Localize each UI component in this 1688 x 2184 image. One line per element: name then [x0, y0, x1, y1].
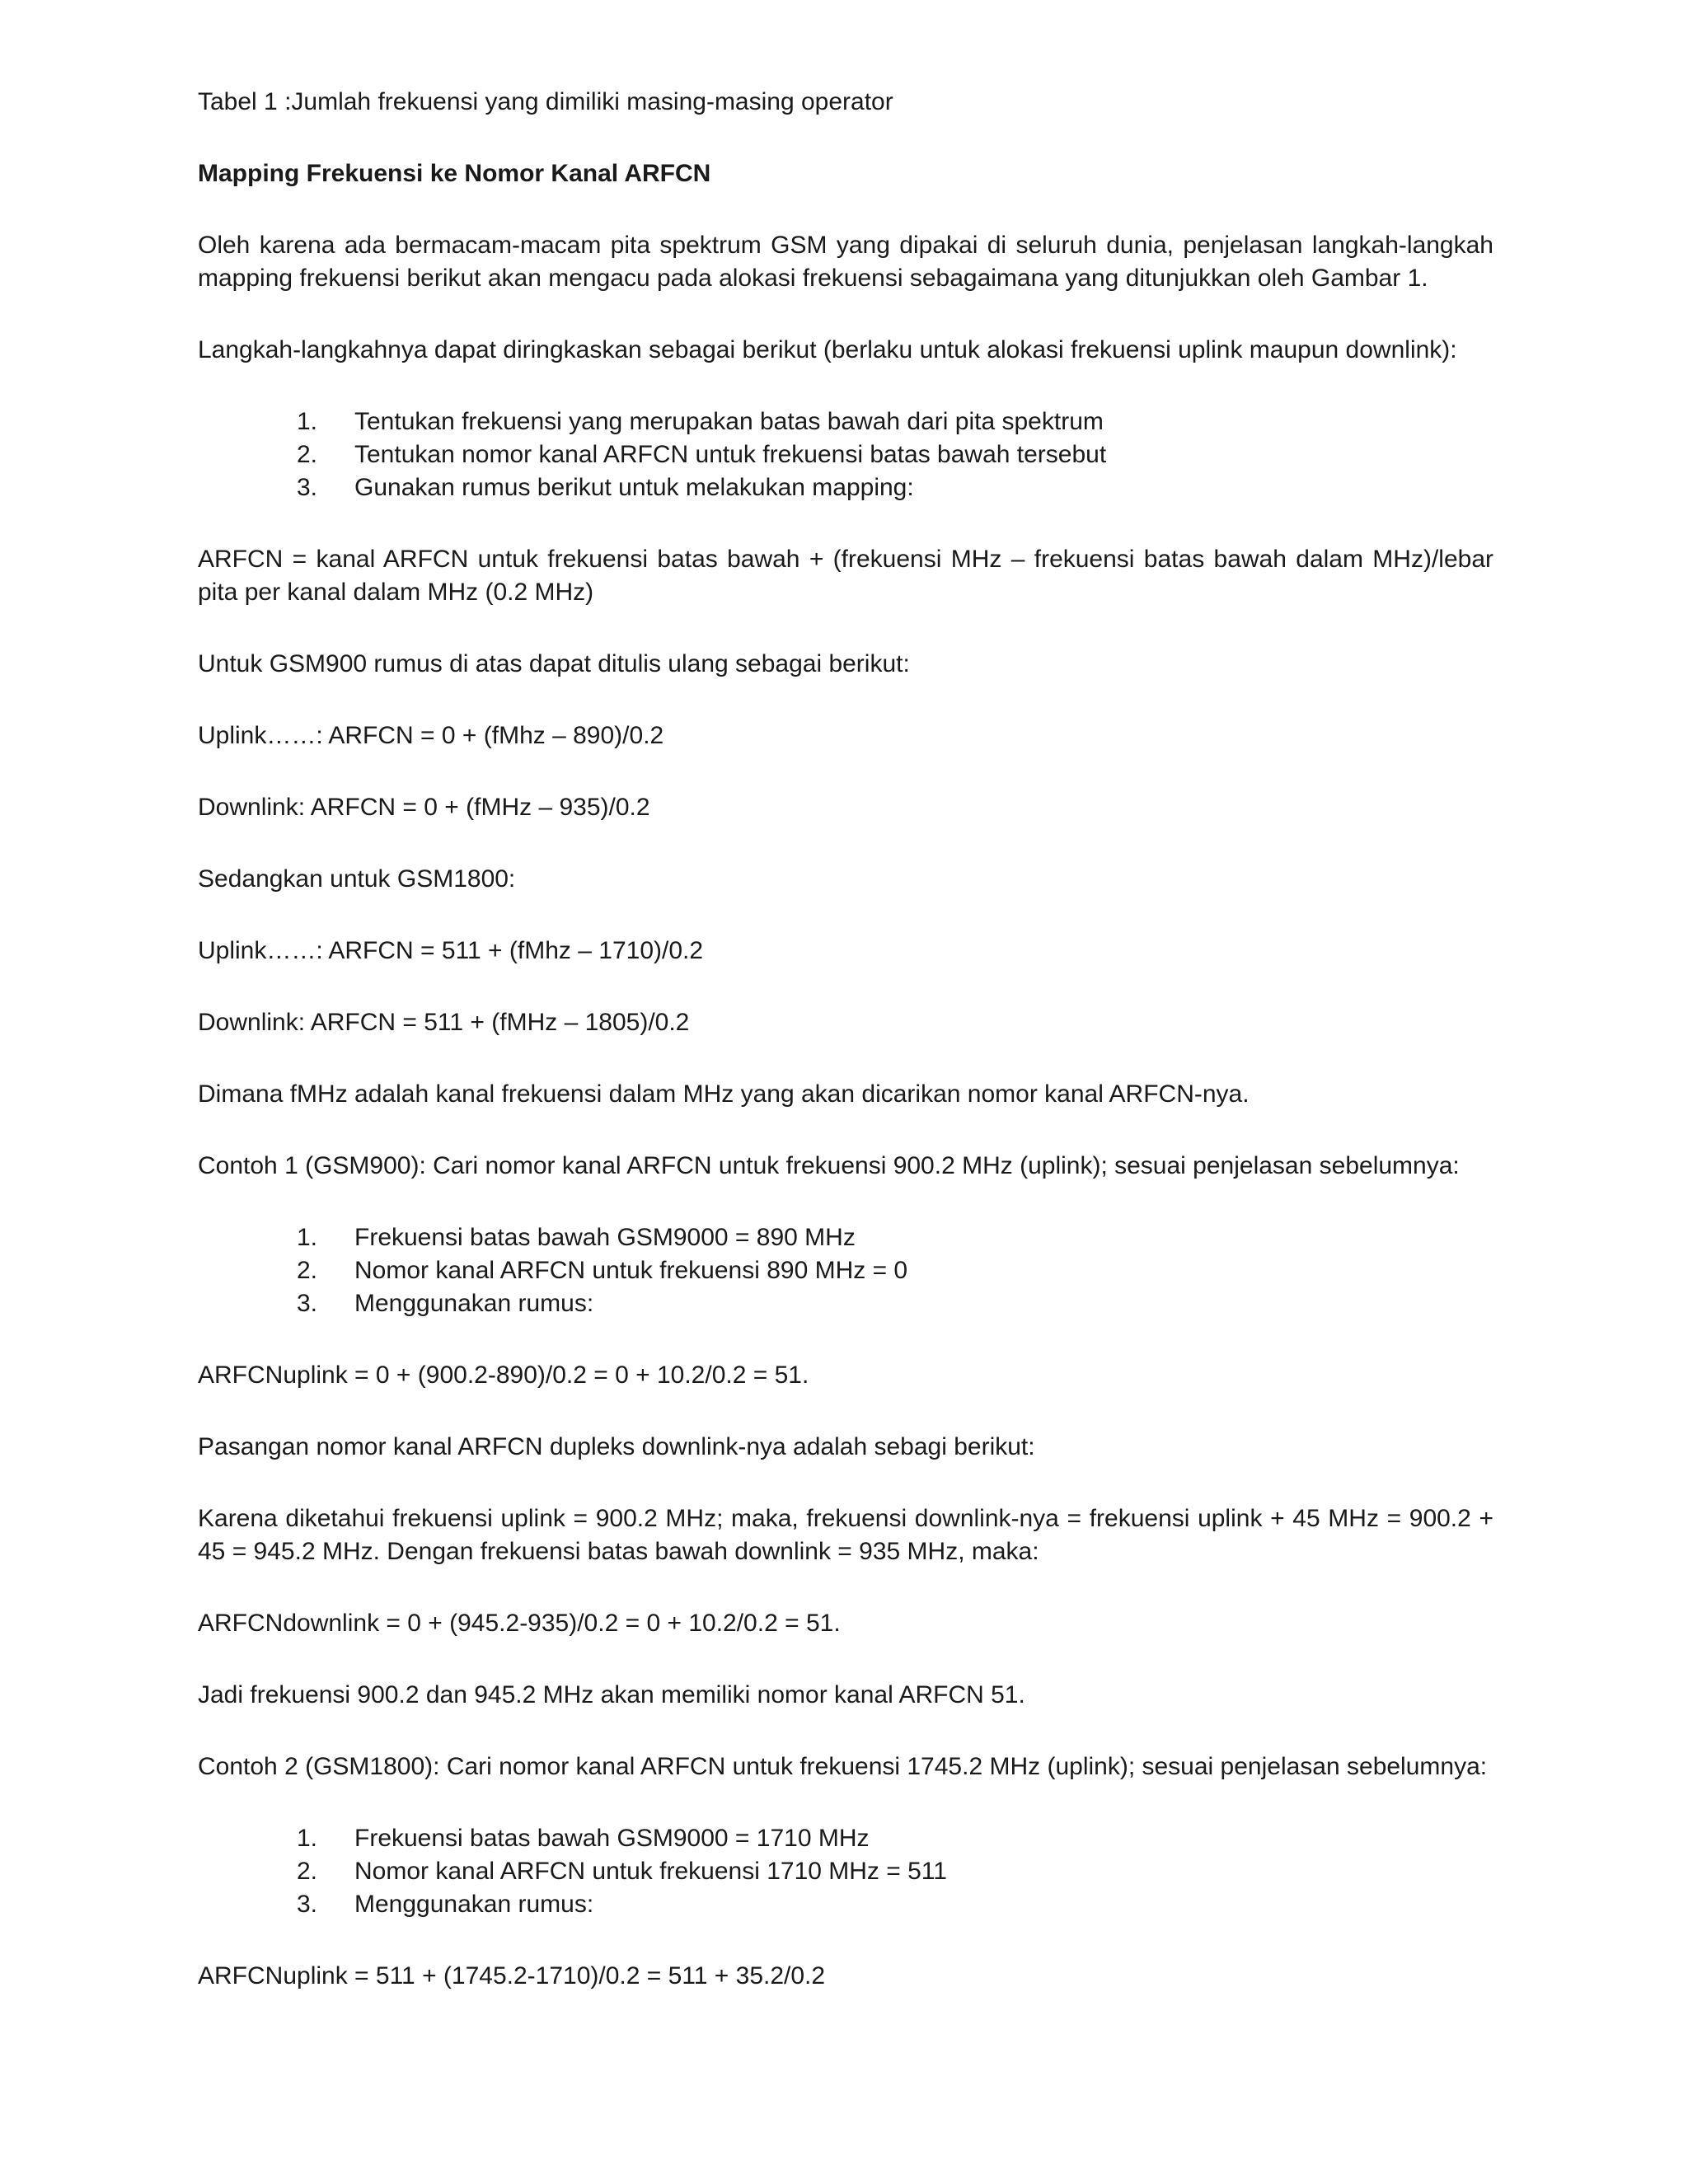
list-text: Frekuensi batas bawah GSM9000 = 890 MHz: [354, 1224, 856, 1251]
gsm900-uplink-formula: Uplink……: ARFCN = 0 + (fMhz – 890)/0.2: [198, 722, 664, 749]
list-number: 1.: [297, 1224, 318, 1251]
list-item: [198, 405, 1493, 438]
list-number: 3.: [297, 1891, 318, 1918]
list-item: [198, 438, 1493, 471]
list-number: 1.: [297, 408, 318, 435]
list-text: Nomor kanal ARFCN untuk frekuensi 890 MHz = 0: [354, 1257, 908, 1284]
example1-intro: Contoh 1 (GSM900): Cari nomor kanal ARFCN untuk frekuensi 900.2 MHz (uplink); sesuai penjelasan sebelumnya:: [198, 1152, 1460, 1179]
example2-intro: Contoh 2 (GSM1800): Cari nomor kanal ARFCN untuk frekuensi 1745.2 MHz (uplink); sesuai penjelasan sebelumnya:: [198, 1753, 1488, 1780]
steps-list: [198, 405, 1493, 504]
example2-uplink-calc: ARFCNuplink = 511 + (1745.2-1710)/0.2 = 511 + 35.2/0.2: [198, 1962, 826, 1990]
gsm1800-intro: Sedangkan untuk GSM1800:: [198, 865, 516, 893]
list-item: [198, 1254, 1493, 1287]
gsm1800-downlink-formula: Downlink: ARFCN = 511 + (fMHz – 1805)/0.2: [198, 1009, 690, 1036]
list-item: [198, 1221, 1493, 1254]
example1-uplink-calc: ARFCNuplink = 0 + (900.2-890)/0.2 = 0 + 10.2/0.2 = 51.: [198, 1361, 809, 1389]
list-text: Tentukan frekuensi yang merupakan batas bawah dari pita spektrum: [354, 408, 1104, 435]
intro-paragraph: Oleh karena ada bermacam-macam pita spektrum GSM yang dipakai di seluruh dunia, penjelasan langkah-langkah mapping frekuensi berikut akan mengacu pada alokasi frekuensi sebagaimana yang ditunjukkan oleh Gambar 1.: [198, 232, 1493, 292]
list-number: 2.: [297, 1257, 318, 1284]
example1-steps-list: [198, 1221, 1493, 1320]
section-heading: Mapping Frekuensi ke Nomor Kanal ARFCN: [198, 160, 711, 187]
gsm900-downlink-formula: Downlink: ARFCN = 0 + (fMHz – 935)/0.2: [198, 794, 650, 821]
steps-intro: Langkah-langkahnya dapat diringkaskan sebagai berikut (berlaku untuk alokasi frekuensi uplink maupun downlink):: [198, 336, 1457, 363]
list-number: 3.: [297, 474, 318, 501]
list-text: Menggunakan rumus:: [354, 1891, 594, 1918]
example1-downlink-calc: ARFCNdownlink = 0 + (945.2-935)/0.2 = 0 + 10.2/0.2 = 51.: [198, 1610, 841, 1637]
gsm1800-uplink-formula: Uplink……: ARFCN = 511 + (fMhz – 1710)/0.2: [198, 937, 704, 964]
list-item: [198, 1888, 1493, 1921]
list-text: Gunakan rumus berikut untuk melakukan mapping:: [354, 474, 914, 501]
table-caption: Tabel 1 :Jumlah frekuensi yang dimiliki masing-masing operator: [198, 88, 893, 115]
example1-conclusion: Jadi frekuensi 900.2 dan 945.2 MHz akan memiliki nomor kanal ARFCN 51.: [198, 1681, 1025, 1708]
document-page: [198, 86, 1493, 2032]
gsm900-intro: Untuk GSM900 rumus di atas dapat ditulis ulang sebagai berikut:: [198, 650, 910, 677]
list-number: 3.: [297, 1290, 318, 1317]
list-number: 2.: [297, 441, 318, 468]
list-number: 1.: [297, 1825, 318, 1852]
list-item: [198, 1287, 1493, 1320]
general-formula: ARFCN = kanal ARFCN untuk frekuensi batas bawah + (frekuensi MHz – frekuensi batas bawah dalam MHz)/lebar pita per kanal dalam MHz (0.2 MHz): [198, 546, 1493, 606]
example1-pair-intro: Pasangan nomor kanal ARFCN dupleks downlink-nya adalah sebagi berikut:: [198, 1433, 1035, 1460]
definition-paragraph: Dimana fMHz adalah kanal frekuensi dalam MHz yang akan dicarikan nomor kanal ARFCN-nya.: [198, 1080, 1250, 1108]
example1-pair-explain: Karena diketahui frekuensi uplink = 900.2 MHz; maka, frekuensi downlink-nya = frekuensi uplink + 45 MHz = 900.2 + 45 = 945.2 MHz. Dengan frekuensi batas bawah downlink = 935 MHz, maka:: [198, 1505, 1493, 1565]
list-text: Tentukan nomor kanal ARFCN untuk frekuensi batas bawah tersebut: [354, 441, 1107, 468]
list-text: Menggunakan rumus:: [354, 1290, 594, 1317]
list-number: 2.: [297, 1858, 318, 1885]
list-item: [198, 1855, 1493, 1888]
list-text: Frekuensi batas bawah GSM9000 = 1710 MHz: [354, 1825, 870, 1852]
list-item: [198, 1822, 1493, 1855]
example2-steps-list: [198, 1822, 1493, 1921]
list-item: [198, 471, 1493, 504]
list-text: Nomor kanal ARFCN untuk frekuensi 1710 MHz = 511: [354, 1858, 947, 1885]
